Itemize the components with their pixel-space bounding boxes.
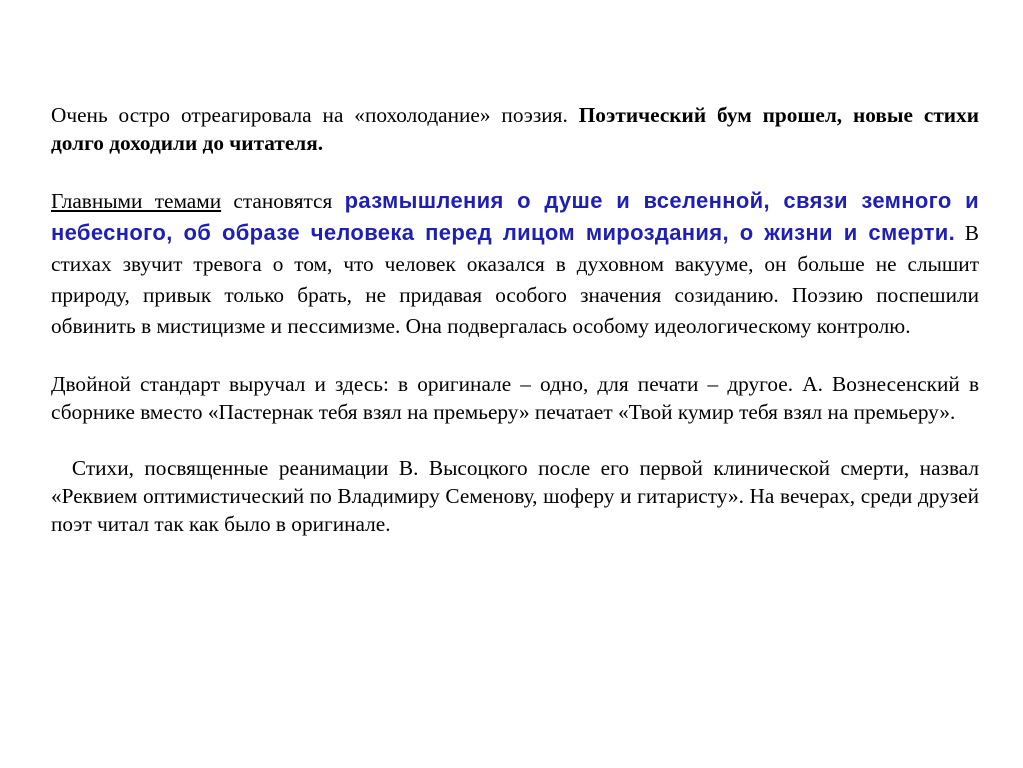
double-standard-text: Двойной стандарт выручал и здесь: в оригинале – одно, для печати – другое. А. Вознесенский в сборнике вместо «Пастернак тебя взял на премьеру» печатает «Твой кумир тебя взял на премьеру». xyxy=(51,372,979,424)
paragraph-spacer xyxy=(51,426,979,454)
paragraph-spacer xyxy=(51,157,979,185)
main-themes-highlight: размышления о душе и вселенной, связи земного и небесного, об образе человека перед лицом мироздания, о жизни и смерти. xyxy=(51,188,979,245)
main-themes-description: В стихах звучит тревога о том, что человек оказался в духовном вакууме, он больше не слышит природу, привык только брать, не придавая особого значения созиданию. Поэзию поспешили обвинить в мистицизме и пессимизме. Она подвергалась особому идеологическому контролю. xyxy=(51,221,979,338)
main-themes-connector: становятся xyxy=(221,189,345,213)
paragraph-spacer xyxy=(51,342,979,370)
poetic-boom-statement: Поэтический бум прошел, новые стихи долго доходили до читателя. xyxy=(51,103,979,155)
paragraph-poetry-reaction xyxy=(51,101,979,157)
vysotsky-requiem-text: Стихи, посвященные реанимации В. Высоцкого после его первой клинической смерти, назвал «Реквием оптимистический по Владимиру Семенову, шоферу и гитаристу». На вечерах, среди друзей поэт читал так как было в оригинале. xyxy=(51,456,985,536)
paragraph-double-standard xyxy=(51,370,979,426)
paragraph-main-themes xyxy=(51,185,979,342)
main-themes-label: Главными темами xyxy=(51,189,222,213)
poetry-reaction-text: Очень остро отреагировала на «похолодание» поэзия. xyxy=(51,103,579,127)
paragraph-vysotsky-requiem xyxy=(51,454,985,538)
slide-text-body xyxy=(51,101,985,538)
